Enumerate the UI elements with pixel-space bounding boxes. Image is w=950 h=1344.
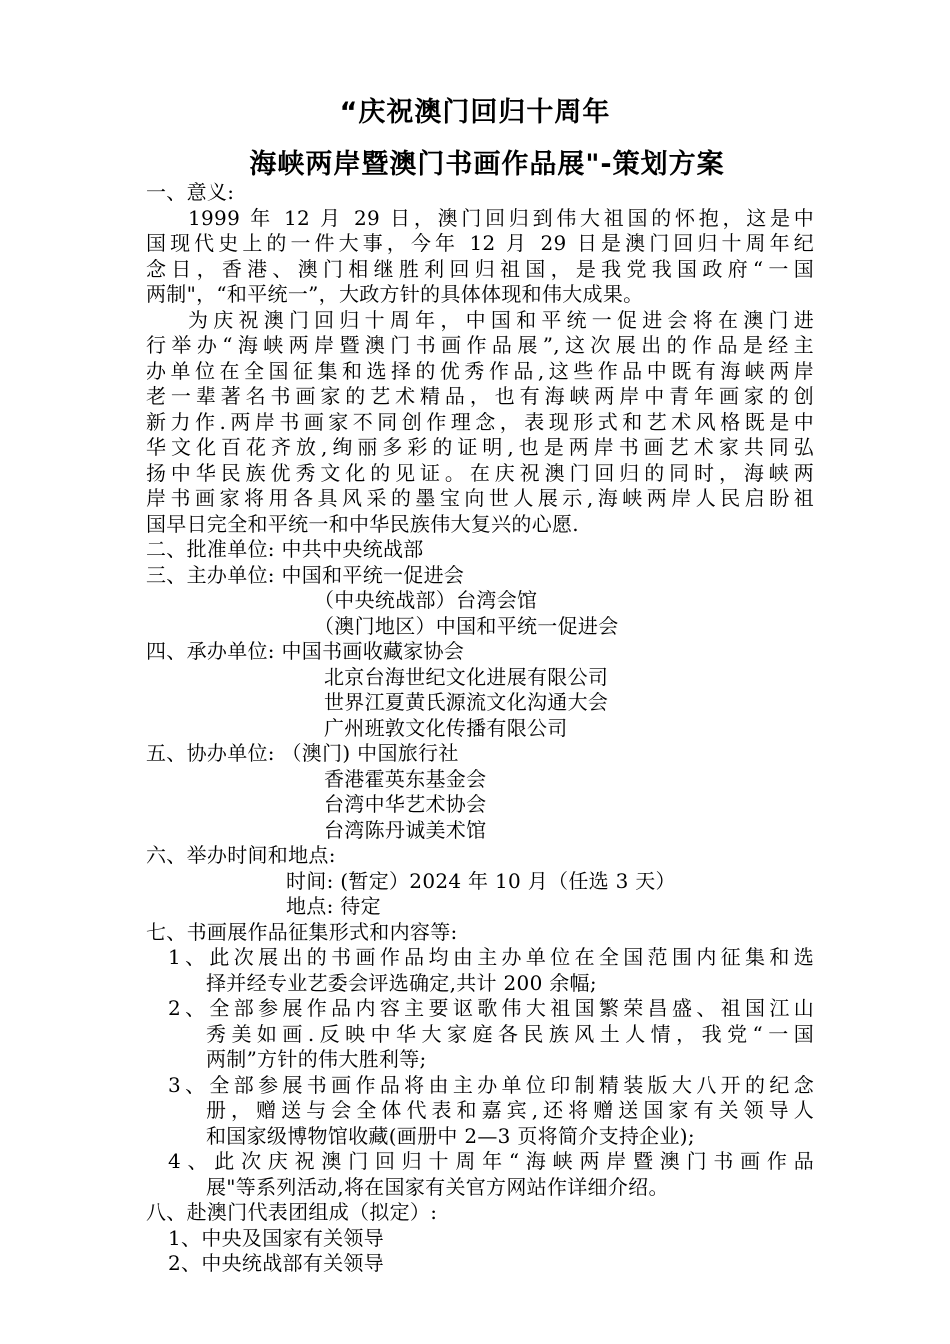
- list-item-line: 4、此次庆祝澳门回归十周年“海峡两岸暨澳门书画作品: [168, 1149, 814, 1173]
- paragraph-line: 两制"，“和平统一”，大政方针的具体体现和伟大成果。: [146, 282, 644, 306]
- list-item-line: 1、此次展出的书画作品均由主办单位在全国范围内征集和选: [168, 945, 814, 969]
- paragraph-line: 国现代史上的一件大事，今年 12 月 29 日是澳门回归十周年纪: [146, 231, 814, 255]
- list-item: 1、中央及国家有关领导: [168, 1225, 385, 1250]
- section-4-undertaker-line: 北京台海世纪文化进展有限公司: [324, 664, 609, 689]
- section-3-organizer-line: （澳门地区）中国和平统一促进会: [314, 613, 619, 638]
- list-item-line: 3、全部参展书画作品将由主办单位印制精装版大八开的纪念: [168, 1072, 814, 1097]
- section-1-heading: 一、意义:: [146, 180, 235, 204]
- section-5-co-organizer-line: 香港霍英东基金会: [324, 766, 487, 791]
- list-item-line: 册，赠送与会全体代表和嘉宾,还将赠送国家有关领导人: [206, 1098, 814, 1122]
- section-4-undertaker-line: 广州班敦文化传播有限公司: [324, 715, 568, 740]
- paragraph-line: 国早日完全和平统一和中华民族伟大复兴的心愿.: [146, 511, 579, 536]
- list-item-line: 两制”方针的伟大胜利等;: [206, 1047, 427, 1071]
- paragraph-line: 华文化百花齐放,绚丽多彩的证明,也是两岸书画艺术家共同弘: [146, 435, 814, 459]
- paragraph-line: 扬中华民族优秀文化的见证。在庆祝澳门回归的同时，海峡两: [146, 460, 814, 485]
- section-6-time: 时间: (暂定）2024 年 10 月（任选 3 天）: [286, 868, 676, 893]
- section-7-heading: 七、书画展作品征集形式和内容等:: [146, 919, 458, 944]
- list-item-line: 和国家级博物馆收藏(画册中 2—3 页将简介支持企业);: [206, 1123, 695, 1148]
- document-title-line-2: 海峡两岸暨澳门书画作品展"-策划方案: [249, 149, 725, 180]
- paragraph-line: 岸书画家将用各具风采的墨宝向世人展示,海峡两岸人民启盼祖: [146, 486, 814, 510]
- list-item: 2、中央统战部有关领导: [168, 1251, 385, 1275]
- section-5-co-organizer-line: 台湾陈丹诚美术馆: [324, 817, 487, 842]
- section-6-heading: 六、举办时间和地点:: [146, 843, 336, 867]
- section-8-heading: 八、赴澳门代表团组成（拟定）:: [146, 1200, 438, 1224]
- section-6-place: 地点: 待定: [286, 894, 381, 918]
- section-4-undertaker: 四、承办单位: 中国书画收藏家协会: [146, 639, 465, 663]
- paragraph-line: 念日，香港、澳门相继胜利回归祖国，是我党我国政府“一国: [146, 256, 814, 281]
- section-4-undertaker-line: 世界江夏黄氏源流文化沟通大会: [324, 690, 609, 714]
- section-5-co-organizer: 五、协办单位: （澳门) 中国旅行社: [146, 741, 459, 765]
- section-3-organizer: 三、主办单位: 中国和平统一促进会: [146, 562, 465, 587]
- list-item-line: 择并经专业艺委会评选确定,共计 200 余幅;: [206, 970, 597, 995]
- list-item-line: 秀美如画.反映中华大家庭各民族风土人情，我党“一国: [206, 1021, 814, 1046]
- paragraph-line: 新力作.两岸书画家不同创作理念，表现形式和艺术风格既是中: [146, 409, 814, 434]
- paragraph-line: 1999 年 12 月 29 日，澳门回归到伟大祖国的怀抱，这是中: [188, 205, 814, 230]
- list-item-line: 2、全部参展作品内容主要讴歌伟大祖国繁荣昌盛、祖国江山: [168, 996, 814, 1020]
- paragraph-line: 办单位在全国征集和选择的优秀作品,这些作品中既有海峡两岸: [146, 358, 814, 383]
- paragraph-line: 行举办“海峡两岸暨澳门书画作品展”,这次展出的作品是经主: [146, 333, 814, 357]
- section-5-co-organizer-line: 台湾中华艺术协会: [324, 792, 487, 816]
- document-body: [146, 180, 814, 1277]
- section-2-approver: 二、批准单位: 中共中央统战部: [146, 537, 424, 561]
- paragraph-line: 为庆祝澳门回归十周年，中国和平统一促进会将在澳门进: [188, 307, 814, 332]
- document-title-line-1: “庆祝澳门回归十周年: [339, 97, 611, 128]
- list-item-line: 展"等系列活动,将在国家有关官方网站作详细介绍。: [206, 1174, 669, 1199]
- paragraph-line: 老一辈著名书画家的艺术精品，也有海峡两岸中青年画家的创: [146, 384, 814, 408]
- section-3-organizer-line: （中央统战部）台湾会馆: [314, 588, 538, 612]
